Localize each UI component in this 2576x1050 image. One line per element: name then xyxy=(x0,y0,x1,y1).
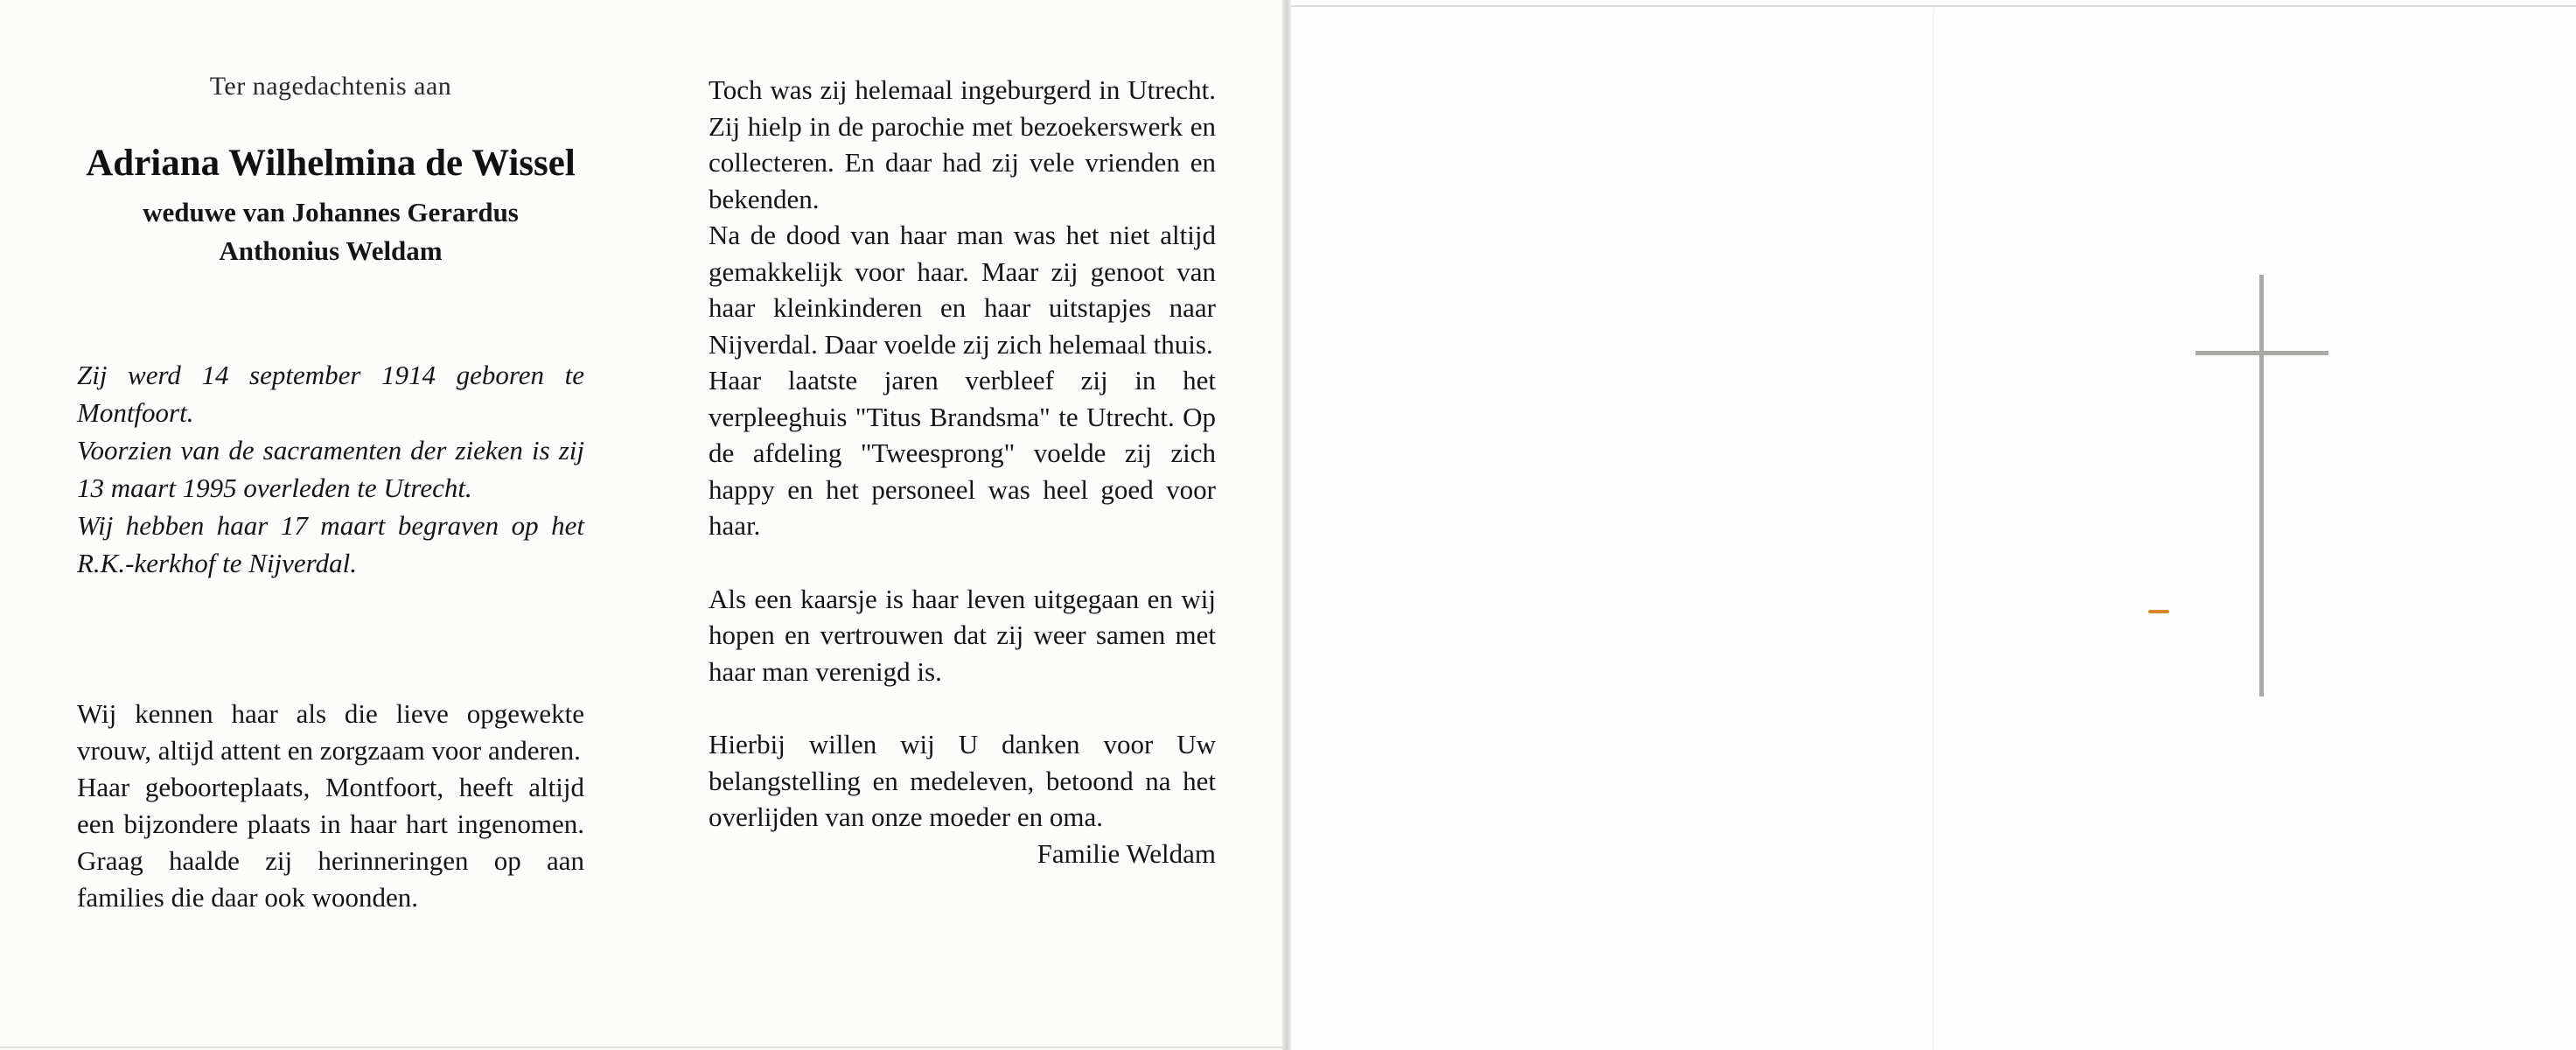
inner-sheet xyxy=(0,0,1283,1048)
paper-speck xyxy=(2148,610,2169,613)
life-facts xyxy=(77,356,584,582)
paper-edge xyxy=(1291,5,2576,7)
widow-of-line-2: Anthonius Weldam xyxy=(219,235,443,266)
character-paragraph: Wij kennen haar als die lieve opgewekte vrouw, altijd attent en zorgzaam voor anderen. xyxy=(77,698,584,766)
cover-sheet xyxy=(1291,0,2576,1050)
cross-icon xyxy=(2259,275,2264,696)
death-fact: Voorzien van de sacramenten der zieken is zij 13 maart 1995 overleden te Utrecht. xyxy=(77,435,584,503)
intro-line: Ter nagedachtenis aan xyxy=(209,72,452,101)
deceased-name: Adriana Wilhelmina de Wissel xyxy=(86,143,576,184)
utrecht-paragraph: Toch was zij helemaal ingeburgerd in Utrecht. Zij hielp in de parochie met bezoekerswerk en collecteren. En daar had zij vele vrienden en bekenden. xyxy=(709,74,1216,214)
widowhood-paragraph: Na de dood van haar man was het niet altijd gemakkelijk voor haar. Maar zij genoot van haar kleinkinderen en haar uitstapjes naar Nijverdal. Daar voelde zij zich helemaal thuis. xyxy=(709,220,1216,360)
burial-fact: Wij hebben haar 17 maart begraven op het R.K.-kerkhof te Nijverdal. xyxy=(77,510,584,578)
candle-paragraph: Als een kaarsje is haar leven uitgegaan en wij hopen en vertrouwen dat zij weer samen met haar man verenigd is. xyxy=(709,583,1216,687)
birth-fact: Zij werd 14 september 1914 geboren te Montfoort. xyxy=(77,360,584,428)
family-signature: Familie Weldam xyxy=(1037,837,1216,869)
birthplace-paragraph: Haar geboorteplaats, Montfoort, heeft altijd een bijzondere plaats in haar hart ingenomen. Graag haalde zij herinneringen op aan families die daar ook woonden. xyxy=(77,772,584,913)
right-text-column xyxy=(709,72,1216,872)
fold-line xyxy=(1933,9,1934,1050)
character-description xyxy=(77,696,584,916)
nursing-home-paragraph: Haar laatste jaren verbleef zij in het verpleeghuis "Titus Brandsma" te Utrecht. Op de afdeling "Tweesprong" voelde zij zich happy en het personeel was heel goed voor haar. xyxy=(709,365,1216,541)
cross-bar-icon xyxy=(2196,351,2328,355)
left-text-column xyxy=(77,72,584,916)
widow-of-line-1: weduwe van Johannes Gerardus xyxy=(143,197,519,228)
sheet-gap xyxy=(1282,0,1291,1050)
thanks-paragraph: Hierbij willen wij U danken voor Uw belangstelling en medeleven, betoond na het overlijden van onze moeder en oma. xyxy=(709,729,1216,832)
